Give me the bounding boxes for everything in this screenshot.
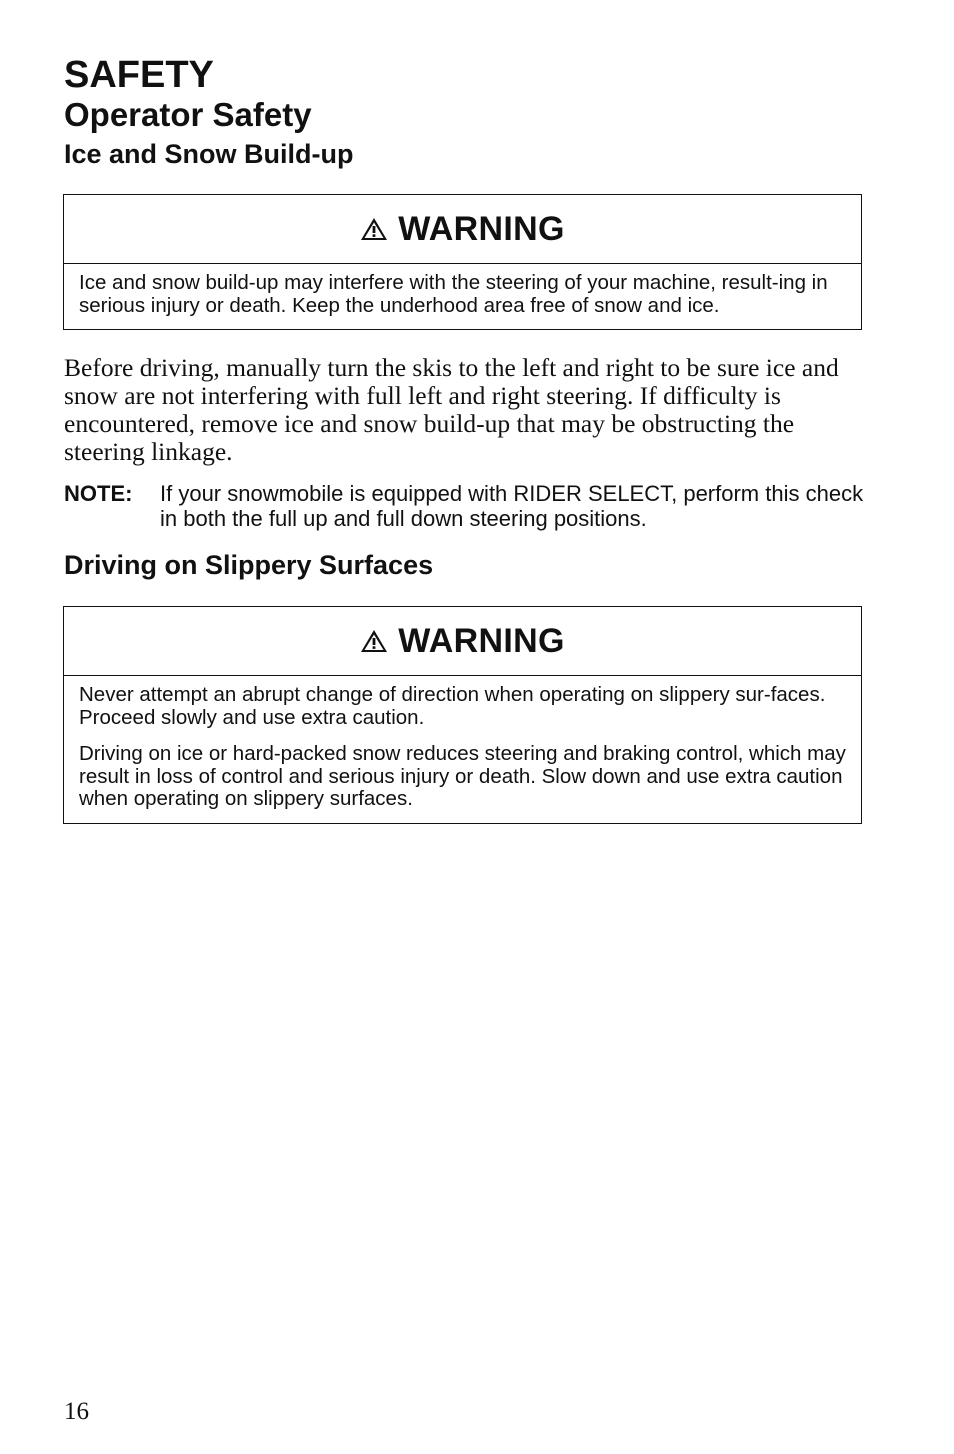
note-rider-select [64, 481, 864, 531]
warning-body [64, 264, 861, 329]
warning-title: WARNING [398, 209, 565, 248]
subsection-heading-ice-snow: Ice and Snow Build-up [64, 139, 354, 169]
chapter-title: SAFETY [64, 54, 214, 96]
warning-triangle-icon [360, 217, 388, 241]
subsection-heading-slippery: Driving on Slippery Surfaces [64, 550, 434, 580]
warning-body [64, 676, 861, 823]
warning-title: WARNING [398, 621, 565, 660]
note-text: If your snowmobile is equipped with RIDER SELECT, perform this check in both the full up and full down steering positions. [160, 481, 864, 531]
page-number: 16 [64, 1398, 89, 1425]
warning-box-ice-snow [63, 194, 862, 330]
warning-triangle-icon [360, 629, 388, 653]
warning-box-slippery [63, 606, 862, 824]
warning-header [64, 607, 861, 676]
warning-text: Never attempt an abrupt change of direction when operating on slippery sur-faces. Proceed slowly and use extra caution. [79, 683, 826, 729]
body-paragraph-ski-check: Before driving, manually turn the skis to the left and right to be sure ice and snow are not interfering with full left and right steering. If difficulty is encountered, remove ice and snow build-up that may be obstructing the steering linkage. [64, 353, 839, 466]
note-label: NOTE: [64, 481, 133, 506]
section-title: Operator Safety [64, 96, 312, 133]
warning-text: Driving on ice or hard-packed snow reduces steering and braking control, which may result in loss of control and serious injury or death. Slow down and use extra caution when operating on slippery surfaces. [79, 742, 846, 810]
warning-header [64, 195, 861, 264]
warning-text: Ice and snow build-up may interfere with the steering of your machine, result-ing in serious injury or death. Keep the underhood area free of snow and ice. [79, 271, 828, 317]
